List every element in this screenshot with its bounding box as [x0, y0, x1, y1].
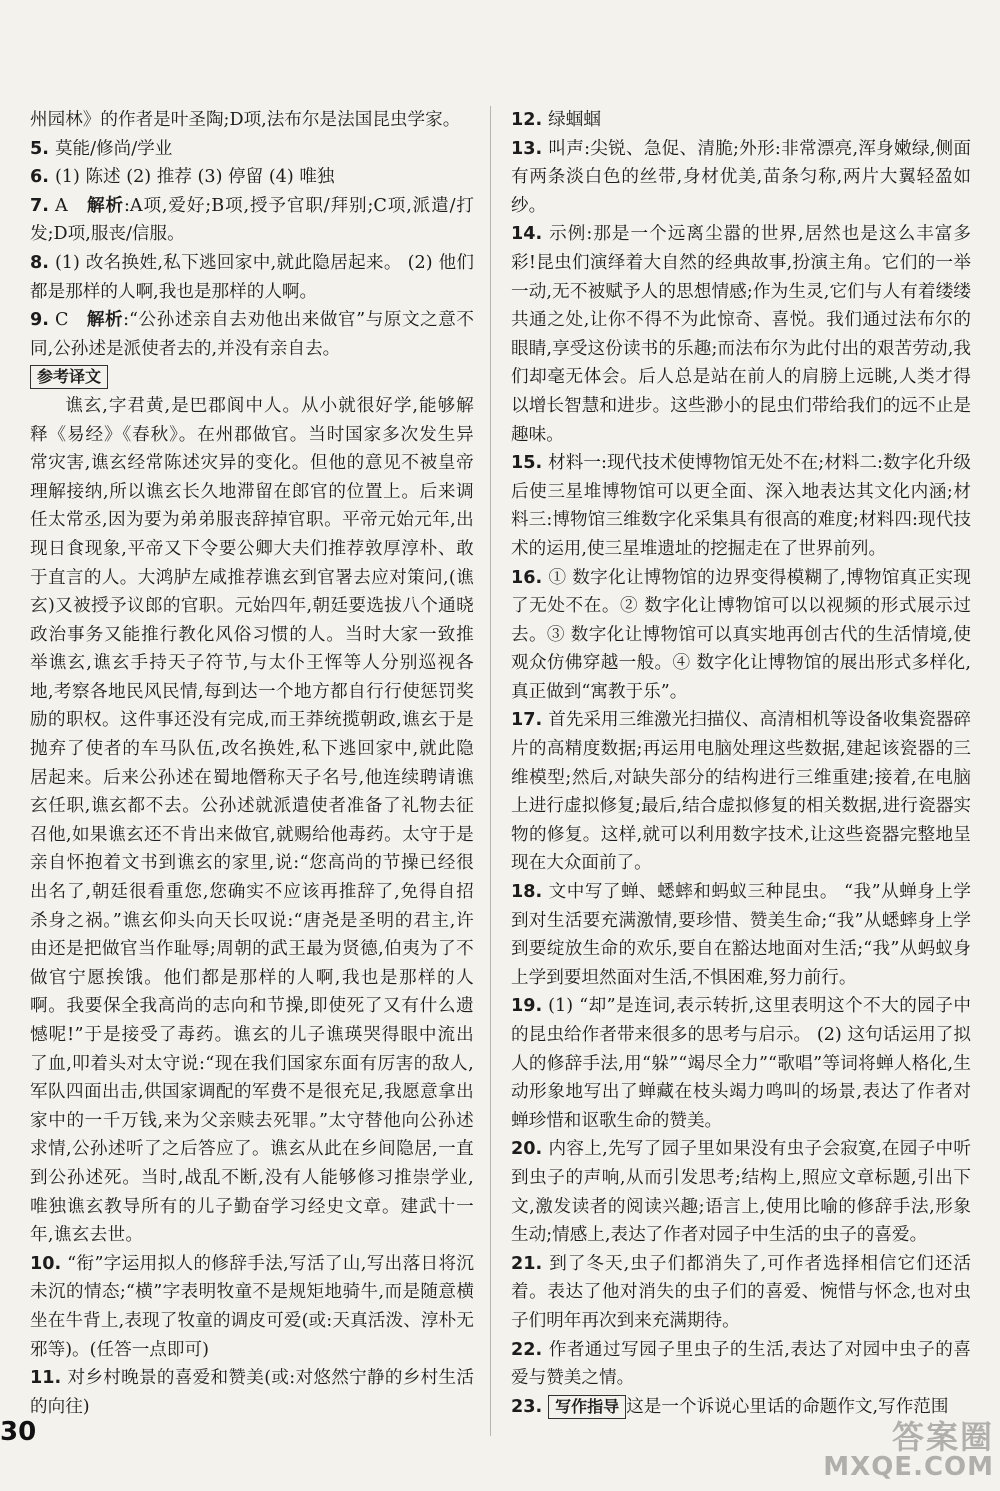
answer-19: 19. (1) “却”是连词,表示转折,这里表明这个不大的园子中的昆虫给作者带来很多的思考与启示。 (2) 这句话运用了拟人的修辞手法,用“躲”“竭尽全力”“歌唱”等词将蝉人格化,生动形象地写出了蝉藏在枝头竭力鸣叫的场景,表达了作者对蝉珍惜和讴歌生命的赞美。 — [511, 996, 971, 1131]
answer-12: 12. 绿蝈蝈 — [511, 110, 601, 130]
answer-7: 7. A 解析:A项,爱好;B项,授予官职/拜别;C项,派遣/打发;D项,服丧/信服。 — [30, 195, 474, 245]
answer-10: 10. “衔”字运用拟人的修辞手法,写活了山,写出落日将沉未沉的情态;“横”字表明牧童不是规矩地骑牛,而是随意横坐在牛背上,表现了牧童的调皮可爱(或:天真活泼、淳朴无邪等)。(任答一点即可) — [30, 1253, 474, 1360]
answer-17: 17. 首先采用三维激光扫描仪、高清相机等设备收集瓷器碎片的高精度数据;再运用电脑处理这些数据,建起该瓷器的三维模型;然后,对缺失部分的结构进行三维重建;接着,在电脑上进行虚拟修复;最后,结合虚拟修复的相关数据,进行瓷器实物的修复。这样,就可以利用数字技术,让这些瓷器完整地呈现在大众面前了。 — [511, 710, 971, 874]
page-number: 30 — [0, 1417, 37, 1447]
answer-6: 6. (1) 陈述 (2) 推荐 (3) 停留 (4) 唯独 — [30, 167, 335, 188]
answer-22: 22. 作者通过写园子里虫子的生活,表达了对园中虫子的喜爱与赞美之情。 — [511, 1339, 971, 1389]
watermark-logo — [808, 1412, 996, 1484]
answer-9: 9. C 解析:“公孙述亲自去劝他出来做官”与原文之意不同,公孙述是派使者去的,并没有亲自去。 — [30, 310, 474, 359]
right-column — [511, 106, 971, 1421]
answer-16: 16. ① 数字化让博物馆的边界变得模糊了,博物馆真正实现了无处不在。② 数字化让博物馆可以以视频的形式展示过去。③ 数字化让博物馆可以真实地再创古代的生活情境,使观众仿佛穿越一般。④ 数字化让博物馆的展出形式多样化,真正做到“寓教于乐”。 — [511, 567, 972, 702]
answer-21: 21. 到了冬天,虫子们都消失了,可作者选择相信它们还活着。表达了他对消失的虫子们的喜爱、惋惜与怀念,也对虫子们明年再次到来充满期待。 — [511, 1253, 971, 1331]
answer-23: 23. 写作指导 这是一个诉说心里话的命题作文,写作范围 — [511, 1396, 949, 1417]
watermark-top-text: 答案圈 — [891, 1418, 994, 1456]
answer-20: 20. 内容上,先写了园子里如果没有虫子会寂寞,在园子中听到虫子的声响,从而引发思考;结构上,照应文章标题,引出下文,激发读者的阅读兴趣;语言上,使用比喻的修辞手法,形象生动;情感上,表达了作者对园子中生活的虫子的喜爱。 — [511, 1139, 971, 1246]
answer-continuation: 州园林》的作者是叶圣陶;D项,法布尔是法国昆虫学家。 — [30, 110, 461, 130]
reference-translation-label: 参考译文 — [30, 365, 108, 389]
answer-14: 14. 示例:那是一个远离尘嚣的世界,居然也是这么丰富多彩!昆虫们演绎着大自然的经典故事,扮演主角。它们的一举一动,无不被赋予人的思想情感;作为生灵,它们与人有着缕缕共通之处,让你不得不为此惊奇、喜悦。我们通过法布尔的眼睛,享受这份读书的乐趣;而法布尔为此付出的艰苦劳动,我们却毫无体会。后人总是站在前人的肩膀上远眺,人类才得以增长智慧和进步。这些渺小的昆虫们带给我们的远不止是趣味。 — [511, 224, 971, 445]
watermark-bottom-text: MXQE.COM — [823, 1452, 994, 1482]
answer-8: 8. (1) 改名换姓,私下逃回家中,就此隐居起来。 (2) 他们都是那样的人啊,我也是那样的人啊。 — [30, 252, 474, 302]
column-divider — [490, 106, 491, 1436]
answer-18: 18. 文中写了蝉、蟋蟀和蚂蚁三种昆虫。 “我”从蝉身上学到对生活要充满激情,要珍惜、赞美生命;“我”从蟋蟀身上学到要绽放生命的欢乐,要自在豁达地面对生活;“我”从蚂蚁身上学到要坦然面对生活,不惧困难,努力前行。 — [511, 882, 971, 988]
answer-5: 5. 莫能/修尚/学业 — [30, 138, 173, 159]
writing-guide-label: 写作指导 — [548, 1395, 626, 1419]
answer-13: 13. 叫声:尖锐、急促、清脆;外形:非常漂亮,浑身嫩绿,侧面有两条淡白色的丝带,身材优美,苗条匀称,两片大翼轻盈如纱。 — [511, 138, 971, 216]
reference-translation: 谯玄,字君黄,是巴郡阆中人。从小就很好学,能够解释《易经》《春秋》。在州郡做官。当时国家多次发生异常灾害,谯玄经常陈述灾异的变化。但他的意见不被皇帝理解接纳,所以谯玄长久地滞留在郎官的位置上。后来调任太常丞,因为要为弟弟服丧辞掉官职。平帝元始元年,出现日食现象,平帝又下令要公卿大夫们推荐敦厚淳朴、敢于直言的人。大鸿胪左咸推荐谯玄到官署去应对策问,(谯玄)又被授予议郎的官职。元始四年,朝廷要选拔八个通晓政治事务又能推行教化风俗习惯的人。当时大家一致推举谯玄,谯玄手持天子符节,与太仆王恽等人分别巡视各地,考察各地民风民情,每到达一个地方都自行行使惩罚奖励的职权。这件事还没有完成,而王莽统揽朝政,谯玄于是抛弃了使者的车马队伍,改名换姓,私下逃回家中,就此隐居起来。后来公孙述在蜀地僭称天子名号,他连续聘请谯玄任职,谯玄都不去。公孙述就派遣使者准备了礼物去征召他,如果谯玄还不肯出来做官,就赐给他毒药。太守于是亲自怀抱着文书到谯玄的家里,说:“您高尚的节操已经很出名了,朝廷很看重您,您确实不应该再推辞了,免得自招杀身之祸。”谯玄仰头向天长叹说:“唐尧是圣明的君主,许由还是把做官当作耻辱;周朝的武王最为贤德,伯夷为了不做官宁愿挨饿。他们都是那样的人啊,我也是那样的人啊。我要保全我高尚的志向和节操,即使死了又有什么遗憾呢!”于是接受了毒药。谯玄的儿子谯瑛哭得眼中流出了血,叩着头对太守说:“现在我们国家东面有厉害的敌人,军队四面出击,供国家调配的军费不是很充足,我愿意拿出家中的一千万钱,来为父亲赎去死罪。”太守替他向公孙述求情,公孙述听了之后答应了。谯玄从此在乡间隐居,一直到公孙述死。当时,战乱不断,没有人能够修习推崇学业,唯独谯玄教导所有的儿子勤奋学习经史文章。建武十一年,谯玄去世。 — [30, 395, 474, 1246]
left-column — [30, 106, 474, 1421]
answer-15: 15. 材料一:现代技术使博物馆无处不在;材料二:数字化升级后使三星堆博物馆可以更全面、深入地表达其文化内涵;材料三:博物馆三维数字化采集具有很高的难度;材料四:现代技术的运用,使三星堆遗址的挖掘走在了世界前列。 — [511, 453, 971, 559]
answer-11: 11. 对乡村晚景的喜爱和赞美(或:对悠然宁静的乡村生活的向往) — [30, 1368, 474, 1417]
